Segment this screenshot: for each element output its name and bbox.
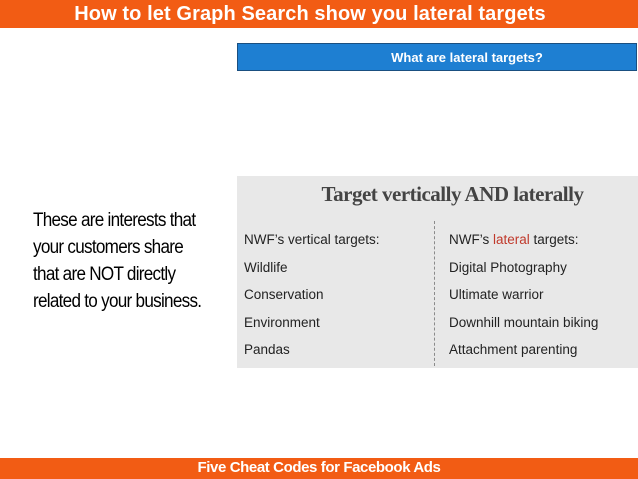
lateral-target-item: Digital Photography (449, 259, 567, 275)
lateral-header-prefix: NWF’s (449, 232, 493, 247)
description-line: that are NOT directly (33, 264, 176, 285)
lateral-target-item: Ultimate warrior (449, 287, 544, 302)
description-line: related to your business. (33, 291, 202, 312)
header-bar (0, 0, 638, 28)
slide-title: How to let Graph Search show you lateral targets (74, 3, 546, 25)
footer-text: Five Cheat Codes for Facebook Ads (197, 459, 441, 476)
targets-panel (237, 176, 638, 368)
vertical-target-item: Conservation (244, 287, 324, 302)
vertical-target-item: Wildlife (244, 259, 288, 275)
vertical-target-item: Pandas (244, 342, 290, 357)
lateral-header-suffix: targets: (529, 232, 579, 247)
description-line: These are interests that (33, 210, 196, 231)
lateral-target-item: Attachment parenting (449, 342, 578, 357)
panel-title: Target vertically AND laterally (321, 182, 584, 206)
lateral-header (449, 232, 598, 260)
column-divider (434, 221, 435, 366)
lateral-highlight: lateral (493, 232, 530, 247)
vertical-targets-column (244, 232, 380, 370)
vertical-header: NWF’s vertical targets: (244, 232, 380, 247)
vertical-target-item: Environment (244, 314, 320, 330)
description-text (33, 207, 218, 315)
description-line: your customers share (33, 237, 184, 258)
lateral-target-item: Downhill mountain biking (449, 314, 599, 330)
footer-bar (0, 458, 638, 479)
lateral-targets-column (449, 232, 598, 370)
banner-box (237, 43, 637, 71)
banner-label: What are lateral targets? (391, 49, 543, 65)
